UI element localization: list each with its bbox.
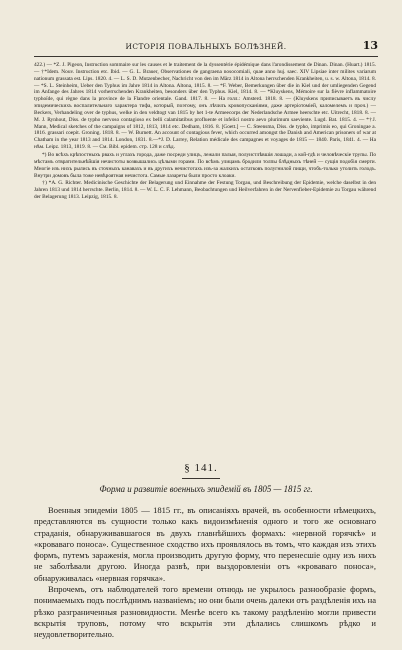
- body-paragraph: Впрочемъ, отъ наблюдателей того времени отнюдь не укрылось разнообразіе формъ, понимаемыхъ подъ послѣднимъ названіемъ; но они были очень далеки отъ раздѣленія ихъ на рѣзко разграниченныя разновидности. Менѣе всего къ такому раздѣленію могли привести вскрытія труповъ, потому что вскрытія эти дѣлались слишкомъ рѣдко и неудовлетворительно.: [34, 584, 376, 640]
- footnote-dagger: †) *A. G. Richter. Medicinische Geschichte der Belagerung und Einnahme der Festung Torgau, und Beschreibung der Epidemie, welche daselbst in den Jahren 1813 und 1814 herrschte. Berlin, 1814. 8. — W. L. C. F. Lehmann, Beobachtungen und Heilverfahren in der Nervenfieber-Epidemie zu Torgau während der Belagerung 1813. Leipzig, 1815. 8.: [34, 180, 376, 201]
- footnote-bibliography: 422.) — *Z. J. Pigeon, Instruction sommaire sur les causes et le traitement de la dyssentérie épidémique dans l'arondissement de Dinan. Dinan. (Huart.) 1815. — †*Idem. Nouv. Instruction etc. Ibid. — G. L. Brauer, Observationes de gangraena nosocomiali, quae anno huj. saec. XIV Lipsiae inter milites variarum nationum grassata est. Lips. 1820. 4. — L. S. D. Mutzenbecher, Nachricht von den im März 1814 in Altona herrschenden Krankheiten, u. s. w. Altona, 1814. 8. — *S. L. Steinheim, Ueber den Typhus im Jahre 1814 in Altona. Altona, 1815. 8. — *F. Weber, Bemerkungen über die in Kiel und der umliegenden Gegend im Anfange des Jahres 1814 vorherrschenden Krankheiten, besonders über den Typhus. Kiel, 1814. 8. — *Kluyskens, Mémoire sur la fièvre inflammatoire typhoïde, qui règne dans la province de la Flandre orientale. Gand. 1817. 8. — На голл.: Amsterd. 1818. 8. — (Kluyskens приписываетъ въ числу эпидемическихъ воспалительнаго характера тифа, который, поэтому, онъ лѣчилъ кровопусканіями, даже артеріотоміей, каломелемъ и проч.) — Beckers, Verhandeling over de typhus, welke in den veldtogt van 1815 by het 1-te Armeecorps der Nederlandsche Armee heerschte etc. Uitrecht, 1818. 8. — M. J. Rynhout, Diss. de typho nervoso contagioso ex belli calamitatibus profluente et infelici nostro aevo plurimum saeviente. Lugd. Bat. 1815. 4. — *†J. Mann, Medical sketches of the campaigns of 1812, 1813, 1814 etc. Dedham, 1816. 8. [Goett.] — C. Steensma, Diss. de typho, imprimis eo, qui Groningae a. 1816. grassari coepit. Groning. 1818. 8. — W. Burnett. An account of contagious fever, which occurred amongst the Danish and American prisoners of war at Chatham in the year 1813 and 1814. London, 1831. 8.—*J. D. Larrey, Relation médicale des campagnes et voyages de 1815 — 1840. Paris, 1841. 4. — На нѣм. Leipz. 1813, 1819. 8. — См. Bibl. epidem. стр. 128 и слѣд.: [34, 62, 376, 151]
- section-divider: [182, 478, 220, 479]
- section-title: Форма и развитіе военныхъ эпидемій въ 1805 — 1815 гг.: [99, 484, 313, 494]
- body-paragraph: Военныя эпидеміи 1805 — 1815 гг., въ описаніяхъ врачей, въ особенности нѣмецкихъ, представляются въ сущности только какъ видоизмѣненія одного и того же основнаго страданія, обнаруживавшагося въ двухъ главнѣйшихъ формахъ: «нервной горячкѣ» и «кроваваго поноса». Существенное сходство ихъ проявлялось въ томъ, что каждая изъ этихъ формъ, путемъ зараженія, могла производить другую форму, что перенесшіе одну изъ нихъ не заболѣвали другою. Иногда развѣ, при выздоровленіи отъ «кроваваго поноса», обнаруживалась «нервная горячка».: [34, 505, 376, 583]
- page-header: [34, 40, 378, 57]
- page-number: 13: [362, 39, 378, 52]
- running-title: ИСТОРІЯ ПОВАЛЬНЫХЪ БОЛѢЗНЕЙ.: [125, 42, 287, 51]
- footnote-asterisk: *) Во всѣхъ крѣпостныхъ рвахъ и углахъ города, даже посреди улицъ, лежали палыя, полуистлѣвшія лошади, а кой-гдѣ и человѣческіе трупы. По мѣстамъ отвратительнѣйшія нечистоты возвышались цѣлыми горами. По всѣмъ улицамъ бродили толпы блѣдныхъ тѣней — сущія подобія смерти. Многіе изъ нихъ рылись въ сточныхъ канавахъ и въ другихъ нечистотахъ изъ-за жалкихъ остатковъ полугнилой пищи, чтобъ-только утолить голодъ. Внутри домовъ была тоже невѣроятная нечистота. Самые лазареты были просто клоаки.: [34, 151, 376, 179]
- footnotes: [34, 62, 376, 202]
- section-number: § 141.: [184, 462, 218, 474]
- body-text: [34, 505, 376, 641]
